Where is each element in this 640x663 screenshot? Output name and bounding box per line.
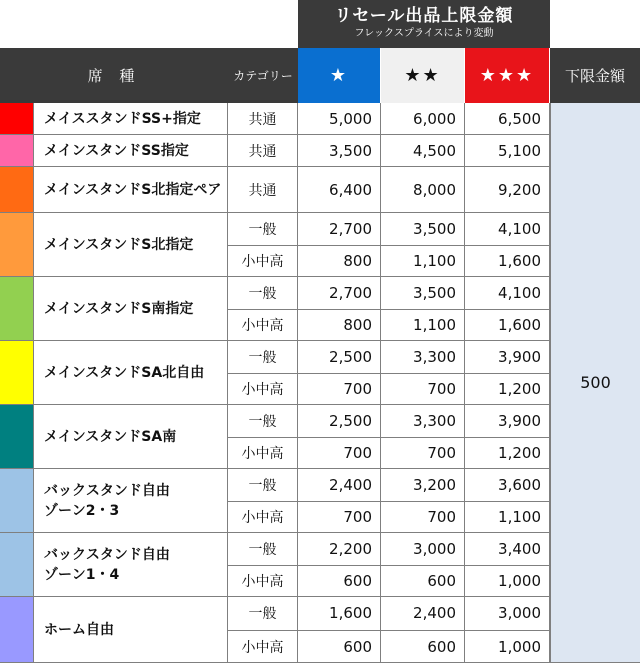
- seat-name: メインスタンドS北指定ペア: [33, 167, 228, 212]
- seat-name: メインスタンドSA北自由: [33, 341, 228, 404]
- category-cell: 一般: [228, 341, 298, 373]
- category-cell: 一般: [228, 277, 298, 309]
- seat-group: [0, 597, 550, 663]
- price-row: [228, 533, 550, 565]
- price-2-star-cell: 6,000: [381, 103, 465, 134]
- price-2-star-cell: 700: [381, 438, 465, 470]
- seat-group: [0, 533, 550, 597]
- seat-color-swatch: [0, 533, 33, 596]
- seat-color-swatch: [0, 213, 33, 276]
- price-2-star-cell: 700: [381, 374, 465, 406]
- category-cell: 共通: [228, 167, 298, 212]
- price-2-star-cell: 700: [381, 502, 465, 534]
- price-row: [228, 213, 550, 245]
- price-2-star-cell: 600: [381, 631, 465, 663]
- category-cell: 小中高: [228, 631, 298, 663]
- rank-2-star-header: ★★: [381, 48, 465, 103]
- seat-group: [0, 167, 550, 213]
- price-1-star-cell: 2,500: [298, 341, 381, 373]
- rank-3-star-header: ★★★: [465, 48, 550, 103]
- price-row: [228, 341, 550, 373]
- category-cell: 一般: [228, 213, 298, 245]
- price-1-star-cell: 2,700: [298, 213, 381, 245]
- category-cell: 一般: [228, 405, 298, 437]
- rank-1-star-header: ★: [298, 48, 381, 103]
- category-cell: 共通: [228, 135, 298, 166]
- lower-price-header: 下限金額: [550, 48, 640, 103]
- price-row: [228, 597, 550, 630]
- price-1-star-cell: 700: [298, 374, 381, 406]
- price-row: [228, 373, 550, 406]
- seat-group: [0, 405, 550, 469]
- price-2-star-cell: 3,000: [381, 533, 465, 565]
- price-2-star-cell: 3,500: [381, 213, 465, 245]
- price-1-star-cell: 700: [298, 438, 381, 470]
- price-row: [228, 565, 550, 598]
- price-1-star-cell: 800: [298, 246, 381, 278]
- category-header: カテゴリー: [228, 48, 298, 103]
- price-2-star-cell: 3,500: [381, 277, 465, 309]
- seat-name: バックスタンド自由 ゾーン1・4: [33, 533, 228, 596]
- category-cell: 小中高: [228, 502, 298, 534]
- price-row: [228, 501, 550, 534]
- category-cell: 一般: [228, 469, 298, 501]
- price-2-star-cell: 1,100: [381, 310, 465, 342]
- seat-group: [0, 469, 550, 533]
- price-2-star-cell: 3,200: [381, 469, 465, 501]
- price-3-star-cell: 1,100: [465, 502, 550, 534]
- price-2-star-cell: 3,300: [381, 341, 465, 373]
- price-2-star-cell: 3,300: [381, 405, 465, 437]
- price-row: [228, 277, 550, 309]
- price-row: [228, 135, 550, 166]
- price-3-star-cell: 3,400: [465, 533, 550, 565]
- seat-color-swatch: [0, 597, 33, 662]
- price-3-star-cell: 1,000: [465, 566, 550, 598]
- category-cell: 小中高: [228, 374, 298, 406]
- seat-color-swatch: [0, 469, 33, 532]
- resale-title: リセール出品上限金額: [334, 6, 514, 26]
- seat-color-swatch: [0, 277, 33, 340]
- price-3-star-cell: 5,100: [465, 135, 550, 166]
- price-1-star-cell: 5,000: [298, 103, 381, 134]
- price-3-star-cell: 3,900: [465, 341, 550, 373]
- price-row: [228, 469, 550, 501]
- seat-group: [0, 103, 550, 135]
- price-1-star-cell: 1,600: [298, 597, 381, 630]
- price-3-star-cell: 1,600: [465, 246, 550, 278]
- price-3-star-cell: 3,600: [465, 469, 550, 501]
- seat-color-swatch: [0, 167, 33, 212]
- price-row: [228, 437, 550, 470]
- resale-subtitle: フレックスプライスにより変動: [354, 28, 494, 39]
- price-1-star-cell: 2,700: [298, 277, 381, 309]
- seat-name: メインスタンドS北指定: [33, 213, 228, 276]
- price-3-star-cell: 6,500: [465, 103, 550, 134]
- seat-color-swatch: [0, 103, 33, 134]
- price-2-star-cell: 4,500: [381, 135, 465, 166]
- price-3-star-cell: 1,600: [465, 310, 550, 342]
- seat-name: ホーム自由: [33, 597, 228, 662]
- price-3-star-cell: 1,200: [465, 438, 550, 470]
- price-row: [228, 167, 550, 212]
- category-cell: 小中高: [228, 438, 298, 470]
- seat-group: [0, 277, 550, 341]
- price-1-star-cell: 800: [298, 310, 381, 342]
- seat-name: バックスタンド自由 ゾーン2・3: [33, 469, 228, 532]
- price-1-star-cell: 3,500: [298, 135, 381, 166]
- seat-name: メインスタンドSS指定: [33, 135, 228, 166]
- price-3-star-cell: 4,100: [465, 277, 550, 309]
- seat-name: メインスタンドSA南: [33, 405, 228, 468]
- category-cell: 小中高: [228, 310, 298, 342]
- price-3-star-cell: 9,200: [465, 167, 550, 212]
- price-3-star-cell: 1,000: [465, 631, 550, 663]
- price-1-star-cell: 700: [298, 502, 381, 534]
- category-cell: 共通: [228, 103, 298, 134]
- price-1-star-cell: 2,500: [298, 405, 381, 437]
- resale-header: [298, 0, 550, 48]
- price-row: [228, 630, 550, 663]
- price-2-star-cell: 8,000: [381, 167, 465, 212]
- price-3-star-cell: 1,200: [465, 374, 550, 406]
- seat-type-header: 席 種: [0, 48, 228, 103]
- price-1-star-cell: 2,400: [298, 469, 381, 501]
- price-2-star-cell: 1,100: [381, 246, 465, 278]
- price-2-star-cell: 2,400: [381, 597, 465, 630]
- price-1-star-cell: 2,200: [298, 533, 381, 565]
- category-cell: 一般: [228, 597, 298, 630]
- seat-group: [0, 341, 550, 405]
- price-3-star-cell: 3,000: [465, 597, 550, 630]
- price-3-star-cell: 3,900: [465, 405, 550, 437]
- category-cell: 小中高: [228, 246, 298, 278]
- seat-group: [0, 213, 550, 277]
- seat-name: メイススタンドSS+指定: [33, 103, 228, 134]
- seat-color-swatch: [0, 405, 33, 468]
- price-3-star-cell: 4,100: [465, 213, 550, 245]
- seat-group: [0, 135, 550, 167]
- category-cell: 小中高: [228, 566, 298, 598]
- seat-name: メインスタンドS南指定: [33, 277, 228, 340]
- lower-price-value: 500: [550, 103, 640, 663]
- price-row: [228, 309, 550, 342]
- price-row: [228, 405, 550, 437]
- price-row: [228, 103, 550, 134]
- price-2-star-cell: 600: [381, 566, 465, 598]
- price-1-star-cell: 600: [298, 631, 381, 663]
- price-1-star-cell: 6,400: [298, 167, 381, 212]
- seat-color-swatch: [0, 135, 33, 166]
- category-cell: 一般: [228, 533, 298, 565]
- price-row: [228, 245, 550, 278]
- price-1-star-cell: 600: [298, 566, 381, 598]
- seat-color-swatch: [0, 341, 33, 404]
